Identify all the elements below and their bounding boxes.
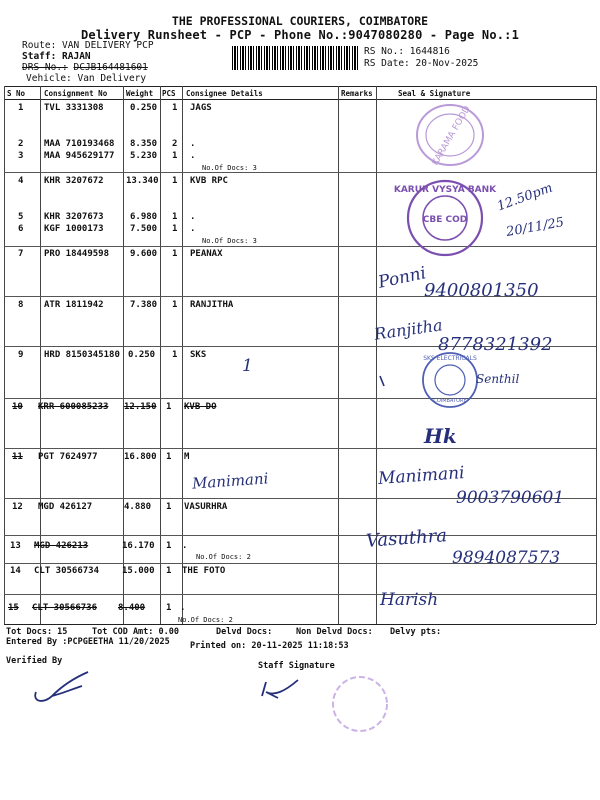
row-sno: 15	[8, 603, 19, 613]
route: Route: VAN DELIVERY PCP	[22, 40, 154, 51]
drs-value: DCJB164481601	[73, 62, 148, 73]
ink-tick-mark	[378, 374, 392, 388]
row-rule	[4, 172, 596, 173]
docs-count: No.Of Docs: 2	[196, 553, 251, 561]
staff: Staff: RAJAN	[22, 51, 91, 62]
handwritten-date: 20/11/25	[505, 215, 566, 240]
row-consignee: KVB DO	[184, 402, 217, 412]
non-delivered-docs: Non Delvd Docs:	[296, 627, 373, 637]
row-sno: 1	[18, 103, 24, 113]
row-pcs: 1	[172, 176, 178, 186]
row-pcs: 1	[172, 103, 178, 113]
stamp-sks-electricals	[420, 350, 480, 410]
docs-count: No.Of Docs: 2	[178, 616, 233, 624]
row-consignee: .	[182, 541, 188, 551]
row-consignment-no: KHR 3207673	[44, 212, 104, 222]
row-sno: 7	[18, 249, 24, 259]
row-weight: 16.800	[124, 452, 157, 462]
col-header-consignee: Consignee Details	[186, 89, 263, 98]
row-pcs: 1	[172, 300, 178, 310]
row-weight: 7.500	[130, 224, 158, 234]
col-header-remarks: Remarks	[341, 89, 373, 98]
handwritten-time: 12.50pm	[495, 180, 555, 215]
staff-signature-label: Staff Signature	[258, 661, 335, 671]
row-consignee: THE FOTO	[182, 566, 226, 576]
row-sno: 6	[18, 224, 24, 234]
col-divider	[338, 86, 339, 624]
row-pcs: 1	[166, 502, 172, 512]
col-header-seal-signature: Seal & Signature	[398, 89, 471, 98]
row-pcs: 1	[166, 452, 172, 462]
barcode	[232, 46, 360, 70]
row-consignment-no: MAA 710193468	[44, 139, 115, 149]
row-consignee: JAGS	[190, 103, 212, 113]
stamp-text: SKS ELECTRICALS	[423, 355, 477, 362]
row-consignee: SKS	[190, 350, 207, 360]
row-sno: 9	[18, 350, 24, 360]
col-header-consignment: Consignment No	[44, 89, 108, 98]
row-consignee: PEANAX	[190, 249, 223, 259]
col-header-pcs: PCS	[162, 89, 176, 98]
row-rule	[4, 448, 596, 449]
delivery-points: Delvy pts:	[390, 627, 442, 637]
col-header-weight: Weight	[126, 89, 154, 98]
rs-date: RS Date: 20-Nov-2025	[364, 58, 479, 69]
row-consignee: RANJITHA	[190, 300, 234, 310]
handwritten-signature: Manimani	[377, 463, 466, 489]
row-consignee: .	[190, 139, 196, 149]
entered-by: Entered By :PCPGEETHA 11/20/2025	[6, 637, 170, 647]
row-weight: 9.600	[130, 249, 158, 259]
faded-office-stamp	[330, 674, 390, 734]
drs-label: DRS No.:	[22, 62, 68, 73]
row-consignment-no: CLT 30566734	[34, 566, 100, 576]
runsheet-title: Delivery Runsheet - PCP - Phone No.:9047080280 - Page No.:1	[80, 28, 520, 42]
row-consignment-no: PRO 18449598	[44, 249, 110, 259]
row-weight: 12.150	[124, 402, 157, 412]
rs-number: RS No.: 1644816	[364, 46, 450, 57]
row-pcs: 2	[172, 139, 178, 149]
row-weight: 13.340	[126, 176, 159, 186]
row-pcs: 1	[166, 541, 172, 551]
row-weight: 7.380	[130, 300, 158, 310]
handwritten-phone: 9400801350	[424, 280, 539, 301]
vehicle: Vehicle: Van Delivery	[26, 73, 147, 84]
handwritten-signature: Vasuthra	[365, 525, 448, 552]
total-cod-amount: Tot COD Amt: 0.00	[92, 627, 179, 637]
handwritten-phone: 9894087573	[452, 548, 561, 568]
verified-signature	[30, 668, 110, 708]
row-sno: 13	[10, 541, 21, 551]
row-consignee: .	[190, 212, 196, 222]
row-sno: 11	[12, 452, 23, 462]
row-pcs: 1	[166, 603, 172, 613]
row-consignment-no: MGD 426213	[34, 541, 89, 551]
row-consignment-no: TVL 3331308	[44, 103, 104, 113]
row-consignment-no: KHR 3207672	[44, 176, 104, 186]
docs-count: No.Of Docs: 3	[202, 237, 257, 245]
col-divider	[596, 86, 597, 624]
row-weight: 4.880	[124, 502, 152, 512]
stamp-text: CBE COD	[422, 215, 468, 225]
row-weight: 16.170	[122, 541, 155, 551]
handwritten-name: Ponni	[376, 263, 428, 293]
row-weight: 0.250	[128, 350, 156, 360]
staff-signature	[258, 674, 308, 704]
handwritten-signature: Harish	[380, 590, 439, 610]
table-top-rule	[4, 86, 596, 87]
row-rule	[4, 246, 596, 247]
handwritten-name: Manimani	[191, 469, 269, 493]
table-bottom-rule	[4, 624, 596, 625]
stamp-ring	[435, 365, 465, 395]
row-consignee: .	[190, 224, 196, 234]
row-sno: 10	[12, 402, 23, 412]
row-sno: 2	[18, 139, 24, 149]
row-sno: 12	[12, 502, 23, 512]
total-docs: Tot Docs: 15	[6, 627, 68, 637]
row-consignment-no: MAA 945629177	[44, 151, 115, 161]
row-weight: 15.000	[122, 566, 155, 576]
handwritten-name: Ranjitha	[373, 315, 444, 344]
delivered-docs: Delvd Docs:	[216, 627, 273, 637]
row-weight: 8.350	[130, 139, 158, 149]
row-pcs: 1	[166, 566, 172, 576]
row-sno: 14	[10, 566, 21, 576]
row-rule	[4, 398, 596, 399]
stamp-text: KARUR VYSYA BANK	[393, 185, 497, 195]
row-pcs: 1	[172, 224, 178, 234]
row-rule	[4, 535, 596, 536]
row-sno: 4	[18, 176, 24, 186]
row-sno: 5	[18, 212, 24, 222]
stamp-text: COIMBATORE	[433, 398, 467, 404]
row-consignee: VASURHRA	[184, 502, 228, 512]
row-weight: 0.250	[130, 103, 158, 113]
stamp-karama	[410, 100, 490, 170]
col-header-sno: S No	[7, 89, 26, 98]
header-rule	[4, 99, 596, 100]
company-name: THE PROFESSIONAL COURIERS, COIMBATORE	[171, 14, 429, 28]
row-consignee: .	[180, 603, 186, 613]
row-pcs: 1	[172, 350, 178, 360]
row-pcs: 1	[172, 249, 178, 259]
docs-count: No.Of Docs: 3	[202, 164, 257, 172]
row-weight: 5.230	[130, 151, 158, 161]
handwritten-phone: 8778321392	[438, 334, 553, 355]
row-consignment-no: CLT 30566736	[32, 603, 98, 613]
row-consignment-no: HRD 8150345180	[44, 350, 120, 360]
row-consignment-no: KRR 600085233	[38, 402, 109, 412]
handwritten-signature: Senthil	[476, 372, 520, 386]
row-sno: 8	[18, 300, 24, 310]
stamp-karur-vysya-bank	[393, 178, 497, 258]
row-consignee: KVB RPC	[190, 176, 228, 186]
col-divider	[4, 86, 5, 624]
row-weight: 6.980	[130, 212, 158, 222]
printed-on: Printed on: 20-11-2025 11:18:53	[190, 641, 349, 651]
drs-number	[22, 62, 148, 73]
row-consignment-no: KGF 1000173	[44, 224, 104, 234]
handwritten-pcs-correction: 1	[242, 356, 253, 376]
row-consignee: .	[190, 151, 196, 161]
row-consignment-no: ATR 1811942	[44, 300, 104, 310]
row-pcs: 1	[172, 212, 178, 222]
handwritten-signature: Hk	[424, 424, 457, 448]
row-pcs: 1	[166, 402, 172, 412]
verified-by-label: Verified By	[6, 656, 63, 666]
row-weight: 8.400	[118, 603, 146, 613]
row-consignee: M	[184, 452, 190, 462]
row-sno: 3	[18, 151, 24, 161]
row-rule	[4, 594, 596, 595]
stamp-text: KARAMA FOOD	[430, 104, 473, 168]
col-divider	[160, 86, 161, 624]
row-pcs: 1	[172, 151, 178, 161]
handwritten-phone: 9003790601	[456, 488, 565, 508]
stamp-ring	[333, 677, 387, 731]
row-consignment-no: MGD 426127	[38, 502, 93, 512]
row-consignment-no: PGT 7624977	[38, 452, 98, 462]
